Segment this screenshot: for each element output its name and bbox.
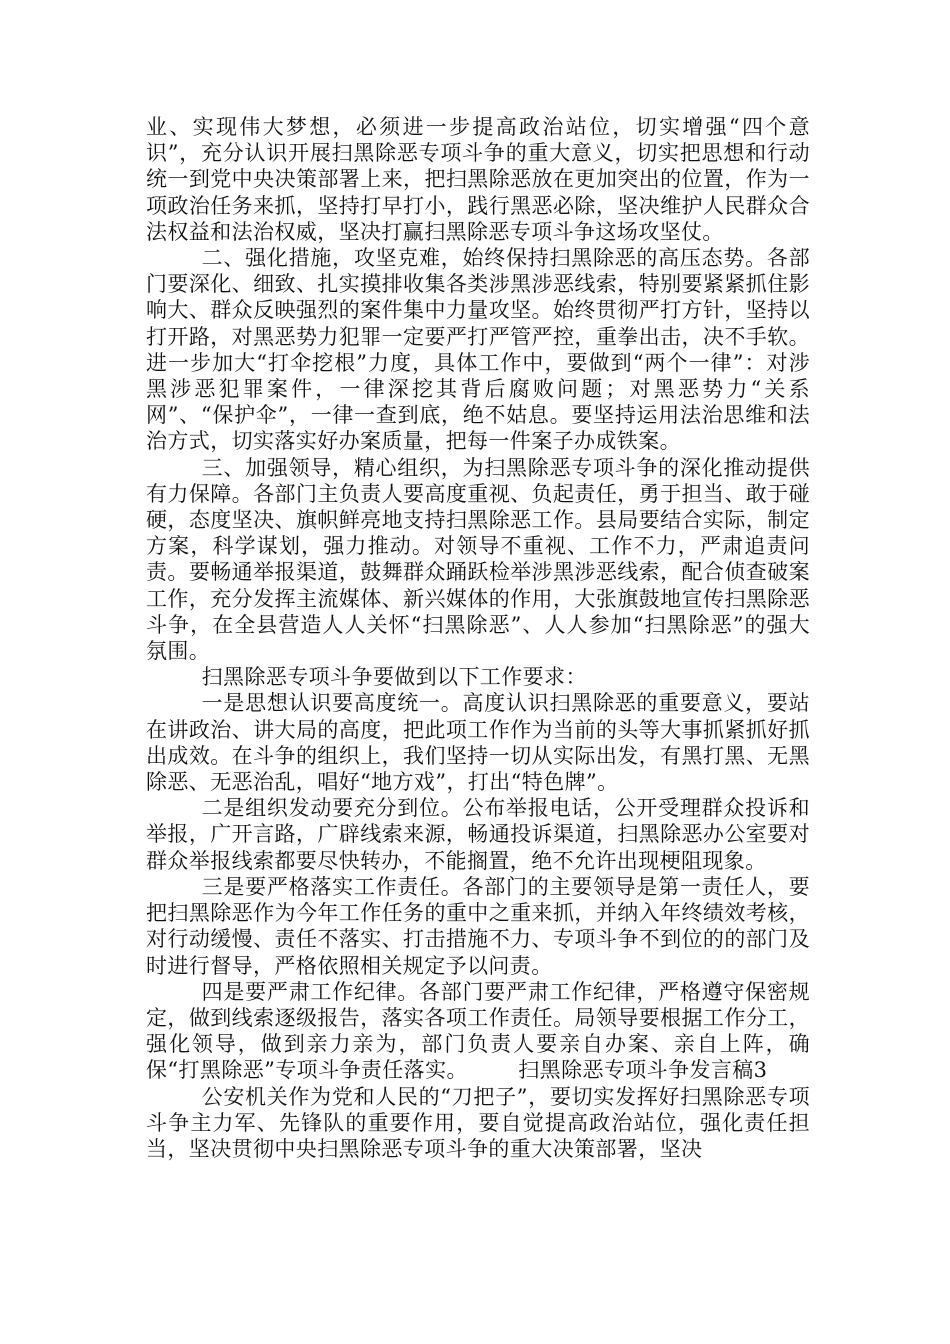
paragraph-speech-three-body: 公安机关作为党和人民的“刀把子”，要切实发挥好扫黑除恶专项斗争主力军、先锋队的重要作用，要自觉提高政治站位，强化责任担当，坚决贯彻中央扫黑除恶专项斗争的重大决策部署，坚决 xyxy=(146,1084,810,1161)
document-page xyxy=(146,114,810,1162)
speech-draft-3-heading: 扫黑除恶专项斗争发言稿3 xyxy=(518,1058,768,1083)
paragraph-requirements-heading: 扫黑除恶专项斗争要做到以下工作要求： xyxy=(201,665,587,690)
requirement-four-text: 四是要严肃工作纪律。各部门要严肃工作纪律，严格遵守保密规定，做到线索逐级报告，落实各项工作责任。局领导要根据工作分工，强化领导，做到亲力亲为，部门负责人要亲自办案、亲自上阵，确保“打黑除恶”专项斗争责任落实。 xyxy=(146,979,810,1083)
paragraph-requirement-four xyxy=(146,979,810,1084)
paragraph-section-three: 三、加强领导，精心组织，为扫黑除恶专项斗争的深化推动提供有力保障。各部门主负责人要高度重视、负起责任，勇于担当、敢于碰硬，态度坚决、旗帜鲜亮地支持扫黑除恶工作。县局要结合实际，制定方案，科学谋划，强力推动。对领导不重视、工作不力，严肃追责问责。要畅通举报渠道，鼓舞群众踊跃检举涉黑涉恶线索，配合侦查破案工作，充分发挥主流媒体、新兴媒体的作用，大张旗鼓地宣传扫黑除恶斗争，在全县营造人人关怀“扫黑除恶”、人人参加“扫黑除恶”的强大氛围。 xyxy=(146,455,810,664)
paragraph-requirement-three: 三是要严格落实工作责任。各部门的主要领导是第一责任人，要把扫黑除恶作为今年工作任务的重中之重来抓，并纳入年终绩效考核，对行动缓慢、责任不落实、打击措施不力、专项斗争不到位的的部门及时进行督导，严格依照相关规定予以问责。 xyxy=(146,874,810,978)
paragraph-requirement-one: 一是思想认识要高度统一。高度认识扫黑除恶的重要意义，要站在讲政治、讲大局的高度，把此项工作作为当前的头等大事抓紧抓好抓出成效。在斗争的组织上，我们坚持一切从实际出发，有黑打黑、无黑除恶、无恶治乱，唱好“地方戏”，打出“特色牌”。 xyxy=(146,691,810,795)
paragraph-intro-continuation: 业、实现伟大梦想，必须进一步提高政治站位，切实增强“四个意识”，充分认识开展扫黑除恶专项斗争的重大意义，切实把思想和行动统一到党中央决策部署上来，把扫黑除恶放在更加突出的位置，作为一项政治任务来抓，坚持打早打小，践行黑恶必除，坚决维护人民群众合法权益和法治权威，坚决打赢扫黑除恶专项斗争这场攻坚仗。 xyxy=(146,115,810,244)
paragraph-requirement-two: 二是组织发动要充分到位。公布举报电话，公开受理群众投诉和举报，广开言路，广辟线索来源，畅通投诉渠道，扫黑除恶办公室要对群众举报线索都要尽快转办，不能搁置，绝不允许出现梗阻现象。 xyxy=(146,796,810,873)
paragraph-section-two: 二、强化措施，攻坚克难，始终保持扫黑除恶的高压态势。各部门要深化、细致、扎实摸排收集各类涉黑涉恶线索，特别要紧紧抓住影响大、群众反映强烈的案件集中力量攻坚。始终贯彻严打方针，坚持以打开路，对黑恶势力犯罪一定要严打严管严控，重拳出击，决不手软。进一步加大“打伞挖根”力度，具体工作中，要做到“两个一律”：对涉黑涉恶犯罪案件，一律深挖其背后腐败问题；对黑恶势力“关系网”、“保护伞”，一律一查到底，绝不姑息。要坚持运用法治思维和法治方式，切实落实好办案质量，把每一件案子办成铁案。 xyxy=(146,246,810,454)
